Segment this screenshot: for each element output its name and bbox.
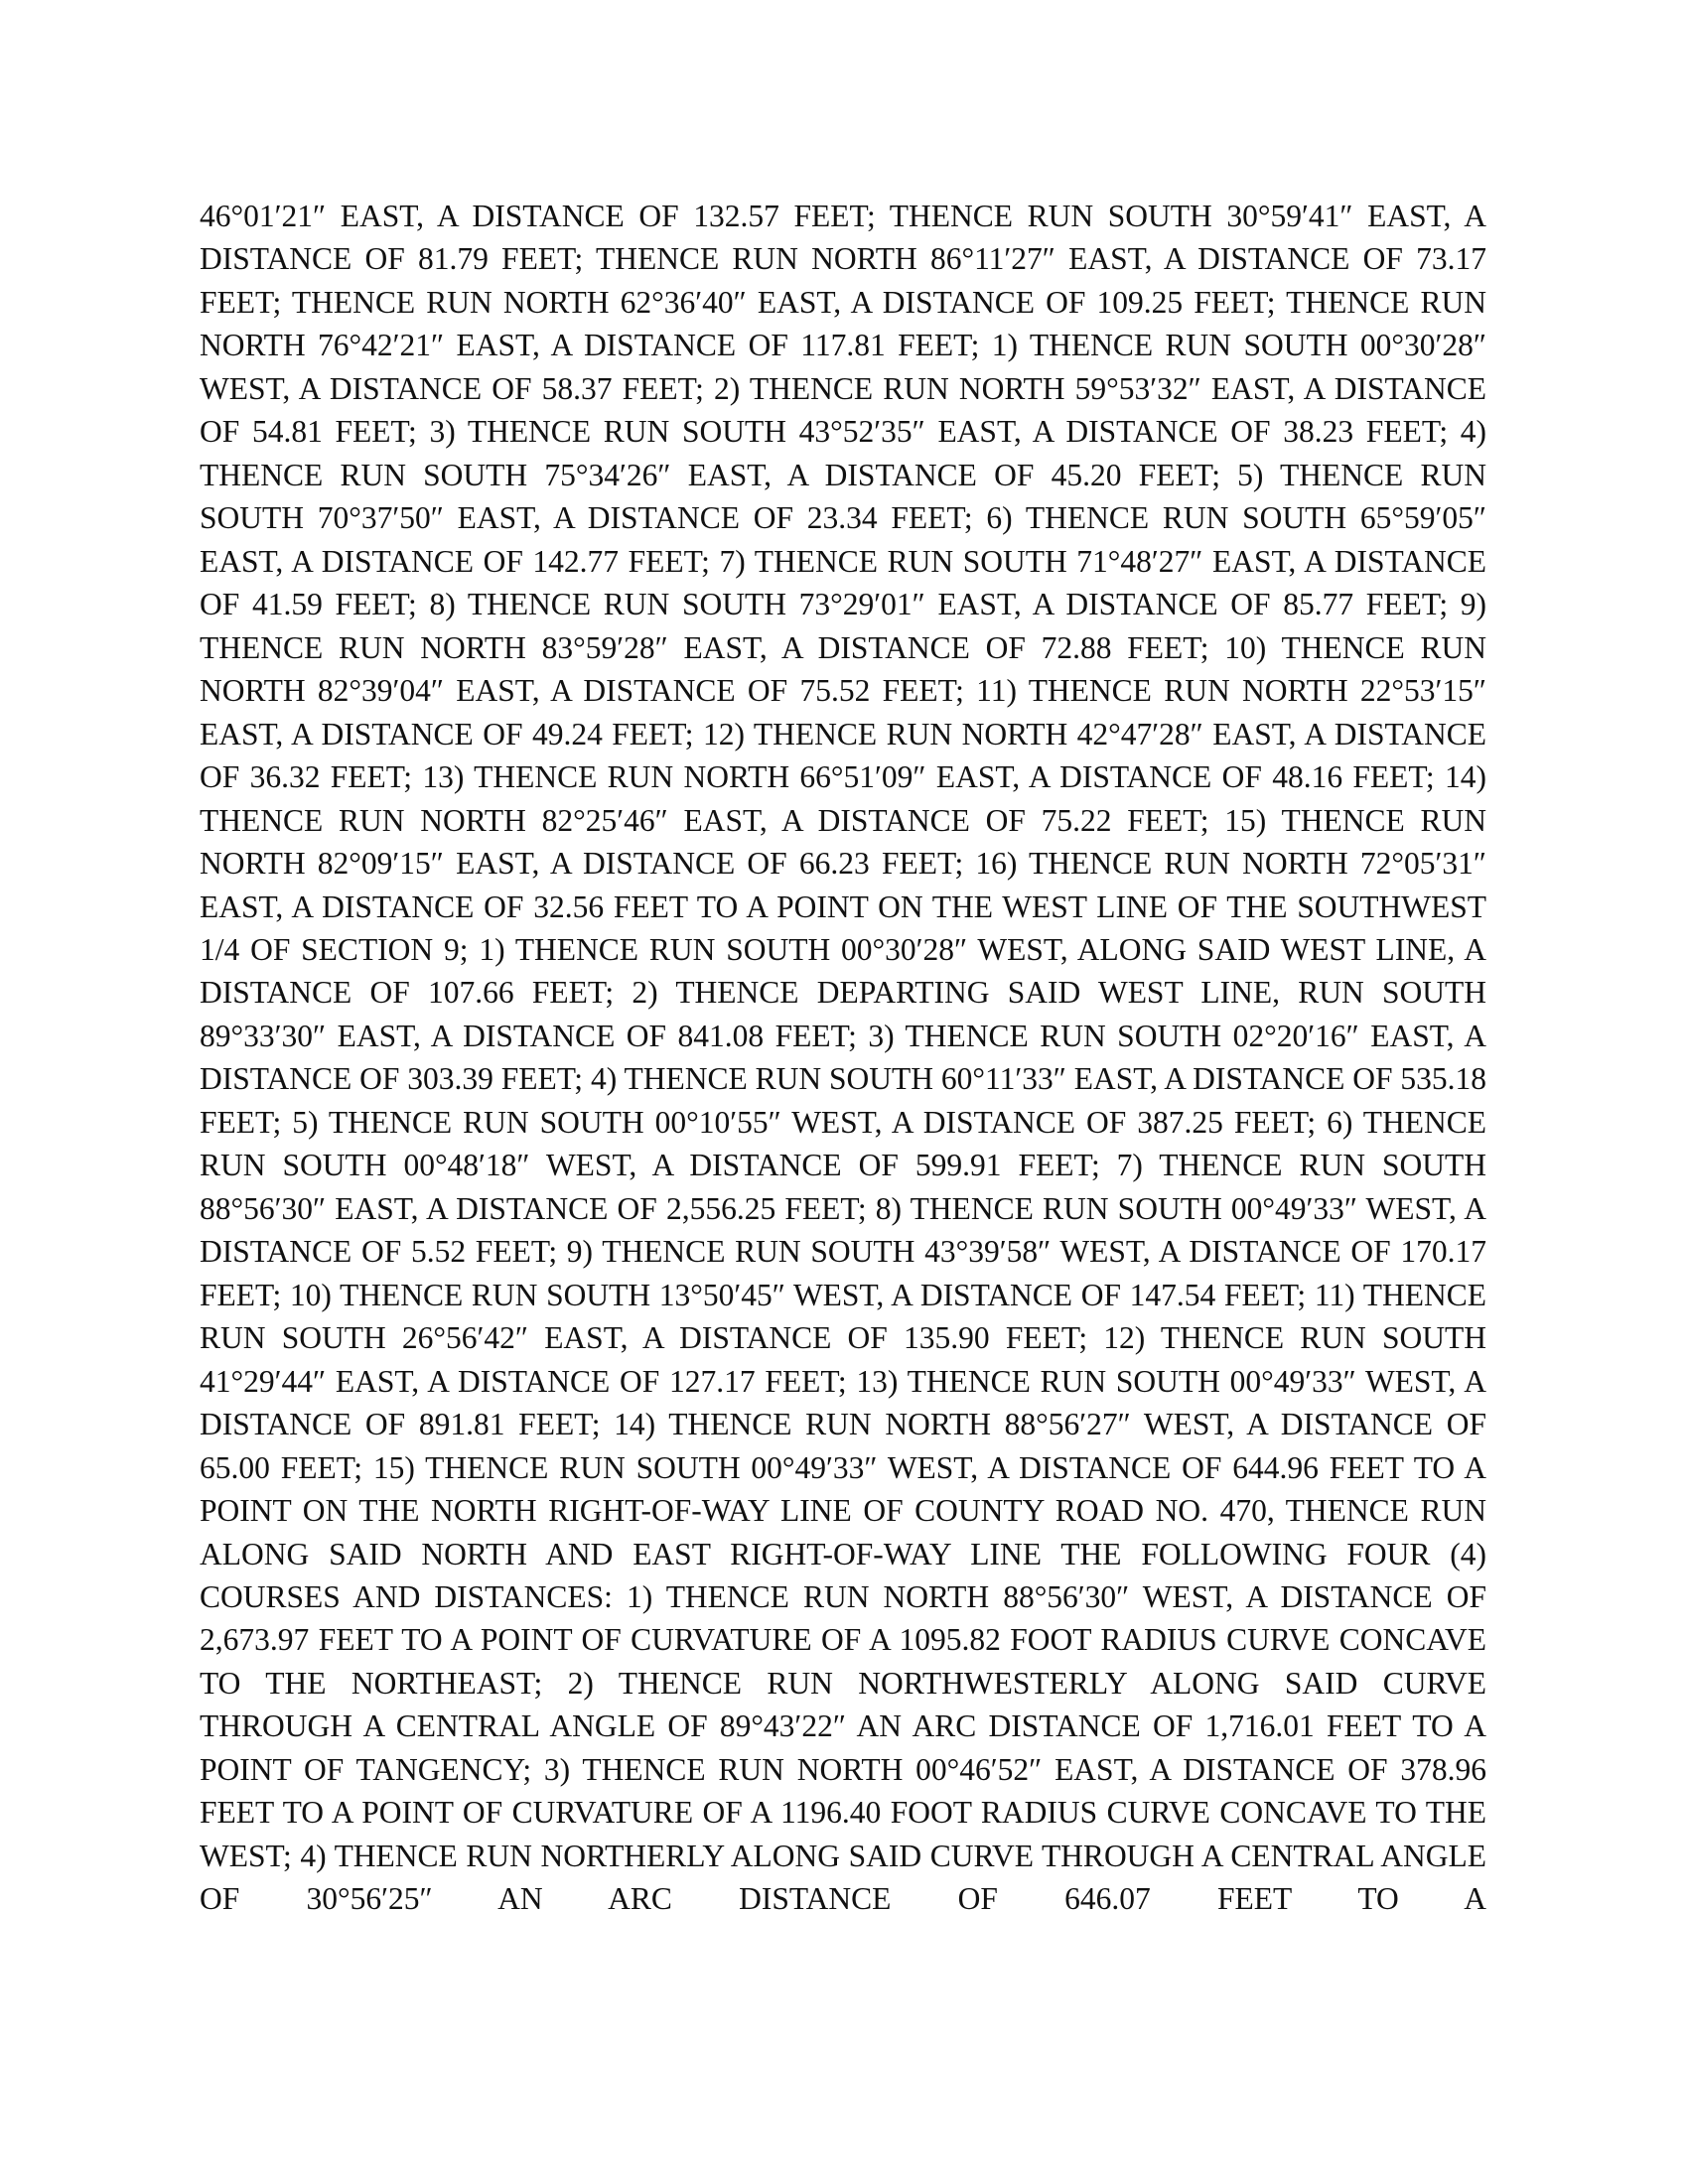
legal-description-paragraph: 46°01′21″ EAST, A DISTANCE OF 132.57 FEET; THENCE RUN SOUTH 30°59′41″ EAST, A DISTANCE OF 81.79 FEET; THENCE RUN NORTH 86°11′27″ EAST, A DISTANCE OF 73.17 FEET; THENCE RUN NORTH 62°36′40″ EAST, A DISTANCE OF 109.25 FEET; THENCE RUN NORTH 76°42′21″ EAST, A DISTANCE OF 117.81 FEET; 1) THENCE RUN SOUTH 00°30′28″ WEST, A DISTANCE OF 58.37 FEET; 2) THENCE RUN NORTH 59°53′32″ EAST, A DISTANCE OF 54.81 FEET; 3) THENCE RUN SOUTH 43°52′35″ EAST, A DISTANCE OF 38.23 FEET; 4) THENCE RUN SOUTH 75°34′26″ EAST, A DISTANCE OF 45.20 FEET; 5) THENCE RUN SOUTH 70°37′50″ EAST, A DISTANCE OF 23.34 FEET; 6) THENCE RUN SOUTH 65°59′05″ EAST, A DISTANCE OF 142.77 FEET; 7) THENCE RUN SOUTH 71°48′27″ EAST, A DISTANCE OF 41.59 FEET; 8) THENCE RUN SOUTH 73°29′01″ EAST, A DISTANCE OF 85.77 FEET; 9) THENCE RUN NORTH 83°59′28″ EAST, A DISTANCE OF 72.88 FEET; 10) THENCE RUN NORTH 82°39′04″ EAST, A DISTANCE OF 75.52 FEET; 11) THENCE RUN NORTH 22°53′15″ EAST, A DISTANCE OF 49.24 FEET; 12) THENCE RUN NORTH 42°47′28″ EAST, A DISTANCE OF 36.32 FEET; 13) THENCE RUN NORTH 66°51′09″ EAST, A DISTANCE OF 48.16 FEET; 14) THENCE RUN NORTH 82°25′46″ EAST, A DISTANCE OF 75.22 FEET; 15) THENCE RUN NORTH 82°09′15″ EAST, A DISTANCE OF 66.23 FEET; 16) THENCE RUN NORTH 72°05′31″ EAST, A DISTANCE OF 32.56 FEET TO A POINT ON THE WEST LINE OF THE SOUTHWEST 1/4 OF SECTION 9; 1) THENCE RUN SOUTH 00°30′28″ WEST, ALONG SAID WEST LINE, A DISTANCE OF 107.66 FEET; 2) THENCE DEPARTING SAID WEST LINE, RUN SOUTH 89°33′30″ EAST, A DISTANCE OF 841.08 FEET; 3) THENCE RUN SOUTH 02°20′16″ EAST, A DISTANCE OF 303.39 FEET; 4) THENCE RUN SOUTH 60°11′33″ EAST, A DISTANCE OF 535.18 FEET; 5) THENCE RUN SOUTH 00°10′55″ WEST, A DISTANCE OF 387.25 FEET; 6) THENCE RUN SOUTH 00°48′18″ WEST, A DISTANCE OF 599.91 FEET; 7) THENCE RUN SOUTH 88°56′30″ EAST, A DISTANCE OF 2,556.25 FEET; 8) THENCE RUN SOUTH 00°49′33″ WEST, A DISTANCE OF 5.52 FEET; 9) THENCE RUN SOUTH 43°39′58″ WEST, A DISTANCE OF 170.17 FEET; 10) THENCE RUN SOUTH 13°50′45″ WEST, A DISTANCE OF 147.54 FEET; 11) THENCE RUN SOUTH 26°56′42″ EAST, A DISTANCE OF 135.90 FEET; 12) THENCE RUN SOUTH 41°29′44″ EAST, A DISTANCE OF 127.17 FEET; 13) THENCE RUN SOUTH 00°49′33″ WEST, A DISTANCE OF 891.81 FEET; 14) THENCE RUN NORTH 88°56′27″ WEST, A DISTANCE OF 65.00 FEET; 15) THENCE RUN SOUTH 00°49′33″ WEST, A DISTANCE OF 644.96 FEET TO A POINT ON THE NORTH RIGHT-OF-WAY LINE OF COUNTY ROAD NO. 470, THENCE RUN ALONG SAID NORTH AND EAST RIGHT-OF-WAY LINE THE FOLLOWING FOUR (4) COURSES AND DISTANCES: 1) THENCE RUN NORTH 88°56′30″ WEST, A DISTANCE OF 2,673.97 FEET TO A POINT OF CURVATURE OF A 1095.82 FOOT RADIUS CURVE CONCAVE TO THE NORTHEAST; 2) THENCE RUN NORTHWESTERLY ALONG SAID CURVE THROUGH A CENTRAL ANGLE OF 89°43′22″ AN ARC DISTANCE OF 1,716.01 FEET TO A POINT OF TANGENCY; 3) THENCE RUN NORTH 00°46′52″ EAST, A DISTANCE OF 378.96 FEET TO A POINT OF CURVATURE OF A 1196.40 FOOT RADIUS CURVE CONCAVE TO THE WEST; 4) THENCE RUN NORTHERLY ALONG SAID CURVE THROUGH A CENTRAL ANGLE OF 30°56′25″ AN ARC DISTANCE OF 646.07 FEET TO A <box>200 199 1486 1917</box>
